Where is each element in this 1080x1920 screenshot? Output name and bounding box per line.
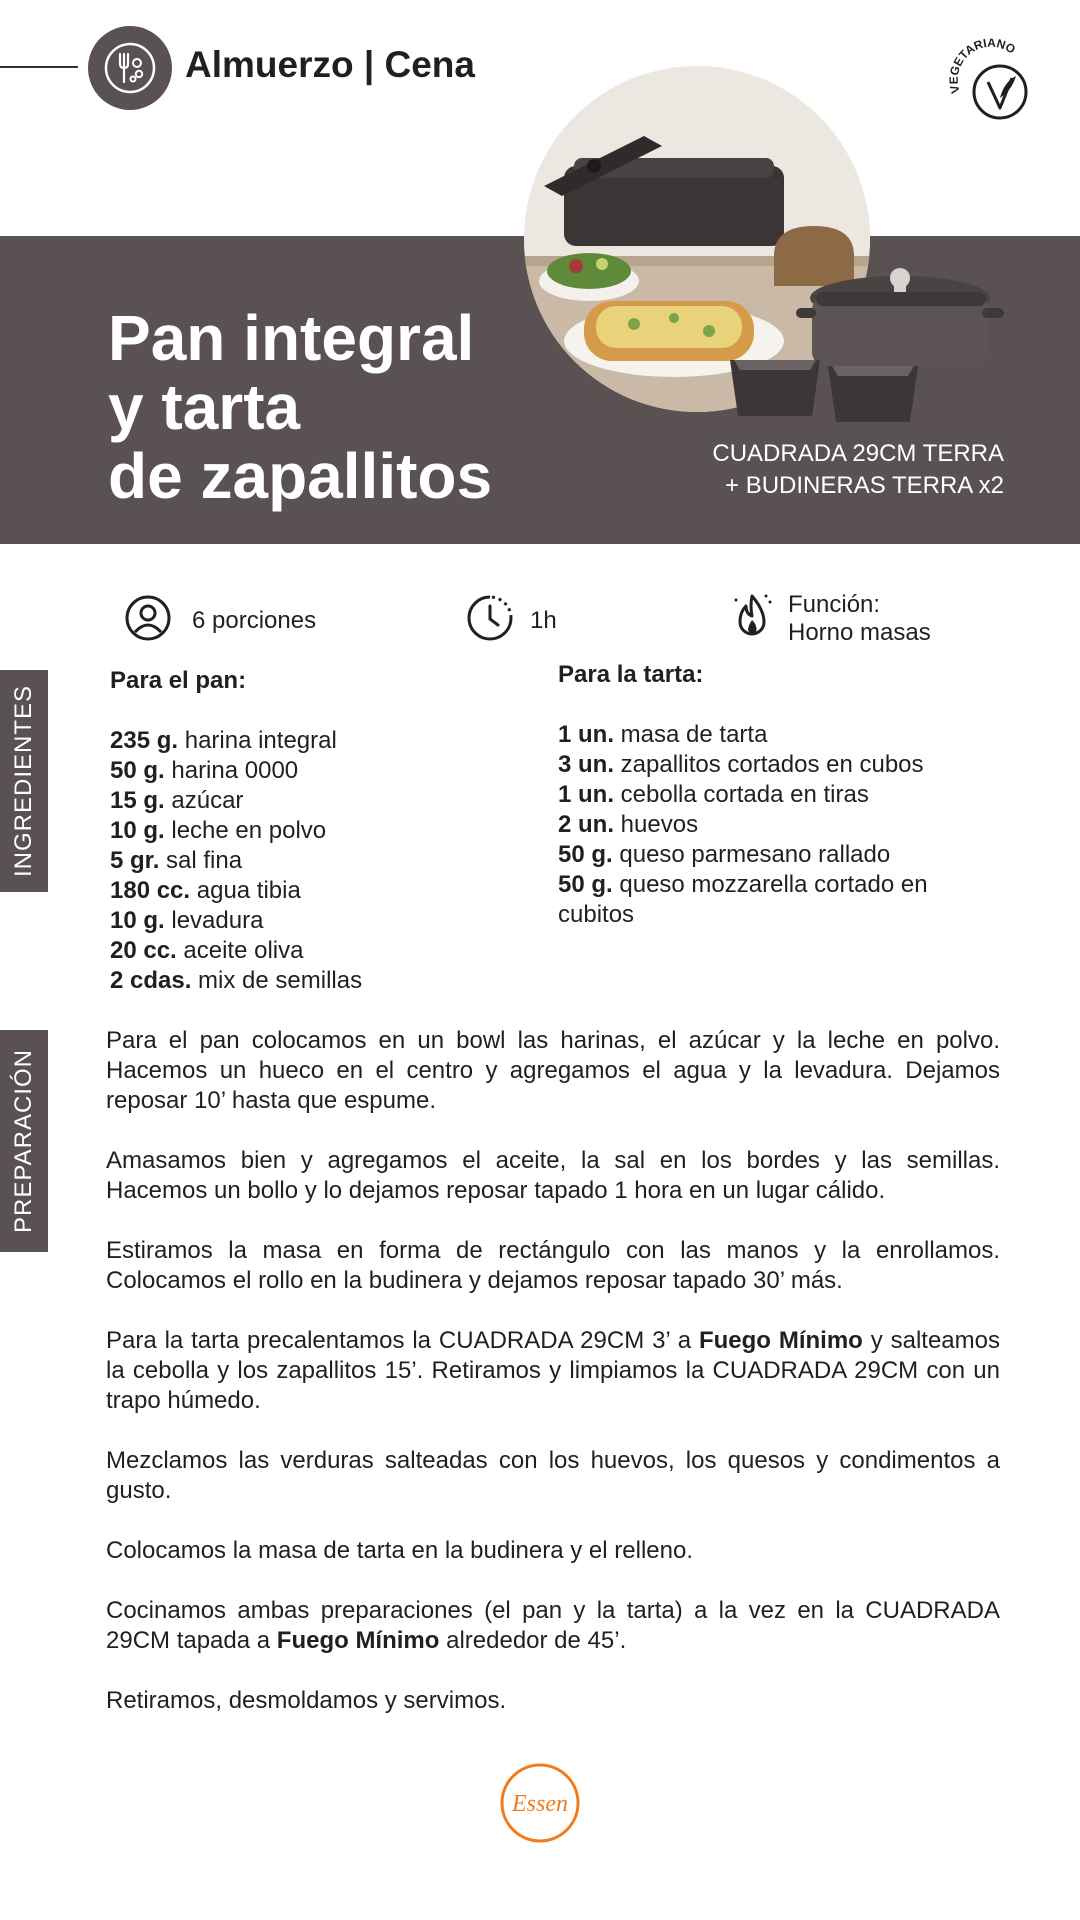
ingredient-row: cubitos xyxy=(558,901,635,928)
ingredient-row: 180 cc. agua tibia xyxy=(110,877,301,904)
step-paragraph: Estiramos la masa en forma de rectángulo con las manos y la enrollamos. Colocamos el rollo en la budinera y dejamos reposar tapado 30’ más. xyxy=(106,1237,1000,1294)
ingredient-row: 50 g. harina 0000 xyxy=(110,757,299,784)
preparation-tab-label: PREPARACIÓN xyxy=(10,1049,37,1233)
ingredient-row: 1 un. masa de tarta xyxy=(558,721,768,748)
time-text: 1h xyxy=(530,606,557,634)
time-info xyxy=(466,594,557,647)
recipe-title-line-2: y tarta xyxy=(108,371,301,443)
clock-icon xyxy=(466,594,514,647)
essen-logo xyxy=(497,1760,583,1846)
meal-plate-icon xyxy=(88,26,172,110)
ingredient-row: 20 cc. aceite oliva xyxy=(110,937,304,964)
step-paragraph: Mezclamos las verduras salteadas con los huevos, los quesos y condimentos a gusto. xyxy=(106,1447,1000,1504)
portions-info xyxy=(124,594,316,647)
bread-ingredients xyxy=(110,666,362,996)
function-label: Función: xyxy=(788,590,881,618)
ingredients-tab xyxy=(0,670,48,892)
vegetarian-leaf-icon xyxy=(946,38,1038,130)
ingredient-row: 5 gr. sal fina xyxy=(110,847,243,874)
products-line-2: + BUDINERAS TERRA x2 xyxy=(725,472,1004,499)
ingredient-row: 10 g. levadura xyxy=(110,907,264,934)
preparation-steps xyxy=(106,1026,1000,1746)
ingredient-row: 3 un. zapallitos cortados en cubos xyxy=(558,751,924,778)
ingredient-row: 235 g. harina integral xyxy=(110,727,337,754)
tart-ingredients xyxy=(558,660,928,930)
step-paragraph: Amasamos bien y agregamos el aceite, la sal en los bordes y las semillas. Hacemos un bollo y lo dejamos reposar tapado 1 hora en un lugar cálido. xyxy=(106,1147,1000,1204)
ingredient-row: 50 g. queso parmesano rallado xyxy=(558,841,891,868)
step-paragraph: Colocamos la masa de tarta en la budinera y el relleno. xyxy=(106,1537,693,1564)
recipe-title-line-3: de zapallitos xyxy=(108,440,493,512)
ingredient-row: 15 g. azúcar xyxy=(110,787,244,814)
function-info xyxy=(730,590,931,647)
preparation-tab xyxy=(0,1030,48,1252)
recipe-title-line-1: Pan integral xyxy=(108,302,475,374)
products-image xyxy=(720,258,1010,438)
ingredient-row: 2 cdas. mix de semillas xyxy=(110,967,363,994)
tart-heading: Para la tarta: xyxy=(558,661,704,688)
ingredient-row: 2 un. huevos xyxy=(558,811,699,838)
ingredient-row: 50 g. queso mozzarella cortado en xyxy=(558,871,928,898)
ingredient-row: 1 un. cebolla cortada en tiras xyxy=(558,781,869,808)
header-divider xyxy=(0,66,78,68)
person-icon xyxy=(124,594,172,647)
function-value: Horno masas xyxy=(788,618,931,646)
flame-icon xyxy=(730,590,774,647)
step-paragraph: Retiramos, desmoldamos y servimos. xyxy=(106,1687,507,1714)
ingredient-row: 10 g. leche en polvo xyxy=(110,817,327,844)
step-paragraph: Para la tarta precalentamos la CUADRADA 29CM 3’ a Fuego Mínimo y salteamos la cebolla y los zapallitos 15’. Retiramos y limpiamos la CUADRADA 29CM con un trapo húmedo. xyxy=(106,1327,1000,1414)
category-title: Almuerzo | Cena xyxy=(185,44,475,85)
step-paragraph: Para el pan colocamos en un bowl las harinas, el azúcar y la leche en polvo. Hacemos un hueco en el centro y agregamos el agua y la levadura. Dejamos reposar 10’ hasta que espume. xyxy=(106,1027,1000,1114)
products-line-1: CUADRADA 29CM TERRA xyxy=(712,440,1004,467)
bread-heading: Para el pan: xyxy=(110,667,247,694)
step-paragraph: Cocinamos ambas preparaciones (el pan y la tarta) a la vez en la CUADRADA 29CM tapada a Fuego Mínimo alrededor de 45’. xyxy=(106,1597,1000,1654)
ingredients-tab-label: INGREDIENTES xyxy=(10,684,37,878)
portions-text: 6 porciones xyxy=(192,606,317,634)
badge-text: VEGETARIANO xyxy=(946,38,1019,95)
essen-logo-text: Essen xyxy=(512,1791,568,1817)
